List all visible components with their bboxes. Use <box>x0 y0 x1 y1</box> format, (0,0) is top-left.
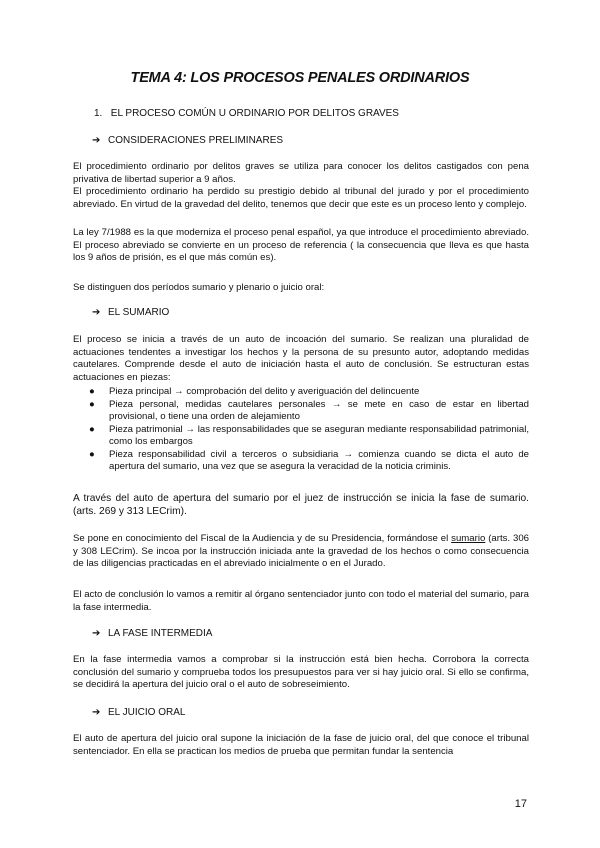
paragraph-sumario-1: El proceso se inicia a través de un auto de incoación del sumario. Se realizan una pluralidad de actuaciones tendentes a investigar los hechos y la persona de su presunto autor, adoptando medidas cautelares. Comprende desde el auto de iniciación hasta el auto de conclusión. Se estructuran estas actuaciones en piezas: <box>73 334 529 383</box>
bullet-icon: ● <box>89 386 95 397</box>
page-title: TEMA 4: LOS PROCESOS PENALES ORDINARIOS <box>130 70 470 86</box>
paragraph-prelim-4: Se distinguen dos períodos sumario y plenario o juicio oral: <box>73 282 325 293</box>
paragraph-intermedia-1: En la fase intermedia vamos a comprobar si la instrucción está bien hecha. Corrobora la correcta conclusión del sumario y comprueba todos los presupuestos para ver si hay juicio oral. Si ello se confirma, se decidirá la apertura del juicio oral o el auto de sobreseimiento. <box>73 654 529 690</box>
arrow-icon: ➔ <box>92 307 101 318</box>
section-heading-1 <box>94 108 399 119</box>
bullet-icon: ● <box>89 423 95 435</box>
arrow-icon: ➔ <box>92 628 101 639</box>
subheading-label: LA FASE INTERMEDIA <box>108 628 213 639</box>
subheading-label: CONSIDERACIONES PRELIMINARES <box>108 135 284 146</box>
bullet-icon: ● <box>89 448 95 460</box>
sumario-link[interactable]: sumario <box>451 533 486 544</box>
paragraph-sumario-4: El acto de conclusión lo vamos a remitir al órgano sentenciador junto con todo el material del sumario, para la fase intermedia. <box>73 589 529 613</box>
arrow-icon: ➔ <box>92 135 101 146</box>
section-number: 1. <box>94 108 103 119</box>
paragraph-sumario-2: A través del auto de apertura del sumario por el juez de instrucción se inicia la fase de sumario. (arts. 269 y 313 LECrim). <box>73 493 529 518</box>
subheading-intermedia <box>92 628 212 639</box>
list-item: ● Pieza patrimonial → las responsabilidades que se aseguran mediante responsabilidad patrimonial, como los embargos <box>89 423 529 447</box>
arrow-icon: ➔ <box>92 707 101 718</box>
subheading-label: EL JUICIO ORAL <box>108 707 186 718</box>
section-title: EL PROCESO COMÚN U ORDINARIO POR DELITOS GRAVES <box>110 108 399 119</box>
paragraph-sumario-3: Se pone en conocimiento del Fiscal de la Audiencia y de su Presidencia, formándose el sumario (arts. 306 y 308 LECrim). Se incoa por la instrucción iniciada ante la gravedad de los hechos o como consecuencia de las diligencias practicadas en el abreviado inicialmente o en el Jurado. <box>73 533 529 569</box>
page-number: 17 <box>514 798 527 810</box>
subheading-sumario <box>92 307 169 318</box>
list-item: ● Pieza responsabilidad civil a terceros o subsidiaria → comienza cuando se dicta el auto de apertura del sumario, una vez que se asegura la veracidad de la noticia criminis. <box>89 448 529 472</box>
subheading-consideraciones <box>92 135 283 146</box>
list-item: ● Pieza personal, medidas cautelares personales → se mete en caso de estar en libertad provisional, o tiene una orden de alejamiento <box>89 398 529 422</box>
paragraph-juicio-1: El auto de apertura del juicio oral supone la iniciación de la fase de juicio oral, del que conoce el tribunal sentenciador. En ella se practican los medios de prueba que permitan fundar la sentencia <box>73 733 529 757</box>
list-item: ● Pieza principal → comprobación del delito y averiguación del delincuente <box>89 386 420 397</box>
pieces-list <box>73 386 529 474</box>
paragraph-prelim-1: El procedimiento ordinario por delitos graves se utiliza para conocer los delitos castigados con pena privativa de libertad superior a 9 años. <box>73 161 529 185</box>
subheading-juicio-oral <box>92 707 185 718</box>
paragraph-prelim-3: La ley 7/1988 es la que moderniza el proceso penal español, ya que introduce el procedimiento abreviado. El proceso abreviado se convierte en un proceso de referencia ( la consecuencia que lleva es que hasta los 9 años de prisión, es el que más común es). <box>73 227 529 263</box>
bullet-icon: ● <box>89 398 95 410</box>
subheading-label: EL SUMARIO <box>108 307 170 318</box>
paragraph-prelim-2: El procedimiento ordinario ha perdido su prestigio debido al tribunal del jurado y por el procedimiento abreviado. En virtud de la gravedad del delito, tenemos que decir que este es un proceso lento y complejo. <box>73 186 529 210</box>
